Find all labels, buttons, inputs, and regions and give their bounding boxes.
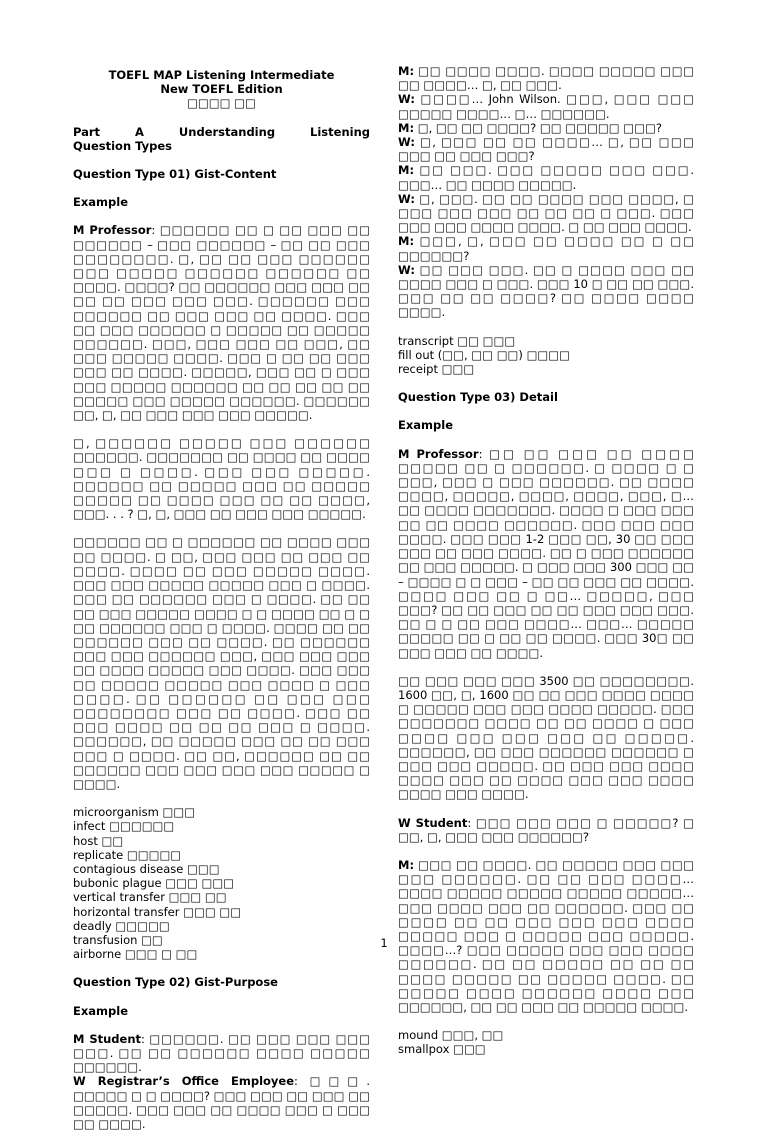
dialogue-line [398,64,694,92]
vocab-item: transfusion □□ [73,932,163,947]
part-heading-line-2: Question Types [73,138,172,153]
dialogue-text: : □□□. □□□□□ □ □ □□□□? □□□ □□□ □□ □□□ □□ □□□□□. □□□ □□□ □□ □□□□ □□□ □ □□□ □□ □□□□. [73,1074,370,1131]
dialogue-line [398,121,694,135]
dialogue-text: □□ □□□ □□□. □□ □ □□□□ □□□ □□ □□□□ □□□ □ □□□. □□□ 10 □ □□ □□ □□□. □□□ □□ □□ □□□□? □□ □□□□ □□□□ □□□□. [398,262,694,320]
paragraph-text: □□□ □□ □□□□. □□ □□□□□ □□□ □□□ □□□ □□□□□□. □□ □□ □□□ □□□□… □□□□ □□□□□ □□□□□ □□□□□ □□□□□… □□□ □□□□ □□□ □□ □□□□□□. □□□ □□ □□□□ □□ □□ □□□ □□□ □□□ □□□□ □□□□□ □□□ □ □□□□□ □□□ □□□□□. □□□□…? □□□ □□□□□ □□□ □□□ □□□□ □□□□□□. □□ □□ □□□□□ □□ □□ □□ □□□□ □□□□□ □□ □□□□□ □□□□. □□ □□□□□ □□□□ □□□□□□ □□□□ □□□ □□□□□□, □□ □□ □□□ □□ □□□□□ □□□□. [398,857,694,1014]
vocab-list-3 [398,1028,694,1056]
vocab-list-2 [398,334,694,377]
q1-paragraph-1 [73,223,370,422]
page-number: 1 [380,936,388,950]
q3-heading: Question Type 03) Detail [398,390,558,405]
vocab-item: infect □□□□□□ [73,819,175,834]
vocab-item: smallpox □□□ [398,1042,486,1057]
dialogue-text: □□□□… John Wilson. □□□, □□□ □□□ □□□□□ □□□□… □… □□□□□□. [398,92,694,121]
dialogue-line [398,263,694,320]
vocab-item: receipt □□□ [398,362,475,377]
paragraph-text: : □□ □□ □□□ □□ □□□□ □□□□□ □□ □ □□□□□□. □ □□□□ □ □ □□□, □□□ □ □□□ □□□□□□. □□ □□□□ □□□□, □□□□□, □□□□, □□□□, □□□, □… □□ □□□□ □□□□□□□. □□□□ □ □□□ □□□ □□ □□ □□□□ □□□□□□. □□□ □□□ □□□ □□□□. □□□ □□□ 1-2 □□□ □□, 30 □□ □□□ □□□ □□ □□□ □□□□. □□ □ □□□ □□□□□□ □□ □□□ □□□□□. □ □□□ □□□ 300 □□□ □□ – □□□□ □ □ □□□ – □□ □□ □□□ □□ □□□□. □□□□ □□□ □□ □ □□… □□□□□, □□□ □□□? □□ □□ □□□ □□ □□ □□□ □□□ □□□. □□ □ □ □□ □□□ □□□□… □□□… □□□□□ □□□□□ □□ □ □□ □□ □□□□. □□□ 30□ □□ □□□ □□□ □□ □□□□. [398,446,694,660]
speaker-label: M Professor [73,223,152,238]
vocab-item: microorganism □□□ [73,805,196,820]
q3-student-question [398,816,694,844]
dialogue-text: □□ □□□□ □□□□. □□□□ □□□□□ □□□ □□ □□□□… □, □□ □□□. [398,64,694,93]
title-line-1: TOEFL MAP Listening Intermediate [108,68,335,82]
q3-paragraph-2: □□ □□□ □□□ □□□ 3500 □□ □□□□□□□□. 1600 □□, □, 1600 □□ □□ □□□ □□□□ □□□□ □ □□□□□ □□□ □□□ □□□□ □□□□□. □□□ □□□□□□□ □□□□ □□ □□ □□□□ □ □□□ □□□□ □□□ □□□ □□□ □□ □□□□□. □□□□□□, □□ □□□ □□□□□□ □□□□□□ □ □□□ □□□ □□□□□. □□ □□□ □□□ □□□□ □□□□ □□□ □□ □□□□ □□□ □□□ □□□□ □□□□ □□□ □□□□. [398,673,694,802]
speaker-label: M: [398,64,415,78]
left-column [73,68,370,1131]
q3-paragraph-1 [398,447,694,660]
vocab-item: horizontal transfer □□□ □□ [73,904,242,919]
paragraph-text: : □□□ □□□ □□□ □ □□□□□? □ □□, □, □□□ □□□ □□□□□□? [398,815,694,844]
speaker-label: M: [398,234,415,249]
vocab-item: replicate □□□□□ [73,847,182,862]
dialogue-line [398,192,694,235]
dialogue-text: □, □□□ □□ □□ □□□□… □, □□ □□□ □□□ □□ □□□ □□□? [398,135,694,164]
q3-example-label: Example [398,418,453,433]
speaker-label: W Student [398,815,468,830]
vocab-item: transcript □□ □□□ [398,333,516,348]
dialogue-text: : □□□□□□. □□ □□□ □□□ □□□ □□□. □□ □□ □□□□□□ □□□□ □□□□□ □□□□□□. [73,1031,370,1075]
speaker-label: W Registrar’s Office Employee [73,1074,295,1089]
speaker-label: M Student [73,1031,142,1046]
title-line-3: □□□□ □□ [187,96,256,111]
dialogue-text: □, □□ □□ □□□□? □□ □□□□□ □□□? [414,120,662,135]
dialogue-line [398,163,694,191]
vocab-item: fill out (□□, □□ □□) □□□□ [398,347,571,362]
part-heading-line-1: Part A Understanding Listening [73,124,370,139]
document-title [73,68,370,111]
dialogue-line [73,1074,370,1131]
speaker-label: W: [398,92,415,107]
vocab-item: host □□ [73,833,124,848]
q2-heading: Question Type 02) Gist-Purpose [73,975,278,990]
q1-paragraph-2: □, □□□□□□ □□□□□ □□□ □□□□□□ □□□□□□. □□□□□□□ □□ □□□□ □□ □□□□ □□□ □ □□□□. □□□ □□□ □□□□□. □□□□□□ □□ □□□□□ □□□ □□ □□□□□ □□□□□ □□ □□□□ □□□ □□ □□ □□□□, □□□. . . ? □, □, □□□ □□ □□□ □□□ □□□□□. [73,436,370,522]
vocab-item: deadly □□□□□ [73,918,170,933]
speaker-label: M: [398,857,415,872]
speaker-label: M Professor [398,446,479,461]
speaker-label: W: [398,191,415,206]
vocab-item: contagious disease □□□ [73,861,220,876]
dialogue-line [73,1032,370,1075]
dialogue-line [398,234,694,262]
right-column [398,64,694,1071]
dialogue-text: □□ □□□. □□□ □□□□□ □□□ □□□. □□□… □□ □□□□ □□□□□. [398,163,694,192]
dialogue-text: □□□, □, □□□ □□ □□□□ □□ □ □□ □□□□□□? [398,234,694,263]
vocab-item: vertical transfer □□□ □□ [73,890,227,905]
vocab-item: airborne □□□ □ □□ [73,947,198,962]
dialogue-line [398,92,694,120]
dialogue-text: □, □□□. □□ □□ □□□□ □□□ □□□□, □ □□□ □□□ □□□ □□ □□ □□ □ □□□. □□□ □□□ □□□ □□□□ □□□□. □ □□ □□□ □□□□. [398,191,694,235]
q1-example-label: Example [73,195,128,210]
q1-paragraph-3: □□□□□□ □□ □ □□□□□□ □□ □□□□ □□□ □□ □□□□. □ □□, □□□ □□□ □□ □□□ □□ □□□□. □□□□ □□ □□□ □□□□□ □□□□. □□□ □□□ □□□□□ □□□□□ □□□ □ □□□□. □□□ □□ □□□□□□ □□□ □ □□□□. □□ □□ □□ □□□ □□□□□ □□□□ □ □ □□□□ □□ □ □ □□ □□□□□□ □□□ □ □□□□. □□□□ □□ □□ □□□□□□ □□□ □□ □□□□. □□ □□□□□□ □□□ □□□ □□□□□□ □□□, □□□ □□□ □□□ □□ □□□□ □□□□□ □□□ □□□□. □□□ □□□ □□ □□□□□ □□□□□ □□□ □□□□ □ □□□ □□□□. □□ □□□□□□ □□ □□□ □□□ □□□□□□□□ □□□ □□ □□□□. □□□ □□ □□□ □□□□ □□ □□ □□ □□□ □ □□□□. □□□□□□, □□ □□□□□ □□□ □□ □□ □□□ □□□ □ □□□□. □□ □□, □□□□□□ □□ □□ □□□□□□ □□□ □□□ □□□ □□□ □□□□□ □ □□□□. [73,535,370,791]
q2-example-label: Example [73,1003,128,1018]
speaker-label: M: [398,163,415,178]
speaker-label: W: [398,262,415,277]
q1-heading: Question Type 01) Gist-Content [73,167,277,182]
title-line-2: New TOEFL Edition [160,82,283,97]
speaker-label: W: [398,135,415,150]
speaker-label: M: [398,120,415,135]
dialogue-line [398,135,694,163]
paragraph-text: : □□□□□□ □□ □ □□ □□□ □□ □□□□□□ – □□□ □□□□□□ – □□ □□ □□□ □□□□□□□□. □, □□ □□ □□□ □□□□□□ □□□ □□□□□ □□□□□□ □□□□□□ □□ □□□□. □□□□? □□ □□□□□□ □□□ □□□ □□ □□ □□ □□□ □□□ □□□. □□□□□□ □□□ □□□□□□ □□ □□□ □□□ □□ □□□□. □□□ □□ □□□ □□□□□□ □ □□□□□ □□ □□□□□ □□□□□□. □□□, □□□ □□□ □□ □□□, □□ □□□ □□□□□ □□□□. □□□ □ □□ □□ □□□ □□□ □□ □□□□. □□□□□, □□□ □□ □ □□□ □□□ □□□□□ □□□□□□ □□ □□ □□ □□ □□ □□□□□ □□□ □□□□□ □□□□□□. □□□□□□ □□, □, □□ □□□ □□□ □□□ □□□□□. [73,223,371,423]
vocab-item: mound □□□, □□ [398,1028,504,1043]
vocab-item: bubonic plague □□□ □□□ [73,876,235,891]
